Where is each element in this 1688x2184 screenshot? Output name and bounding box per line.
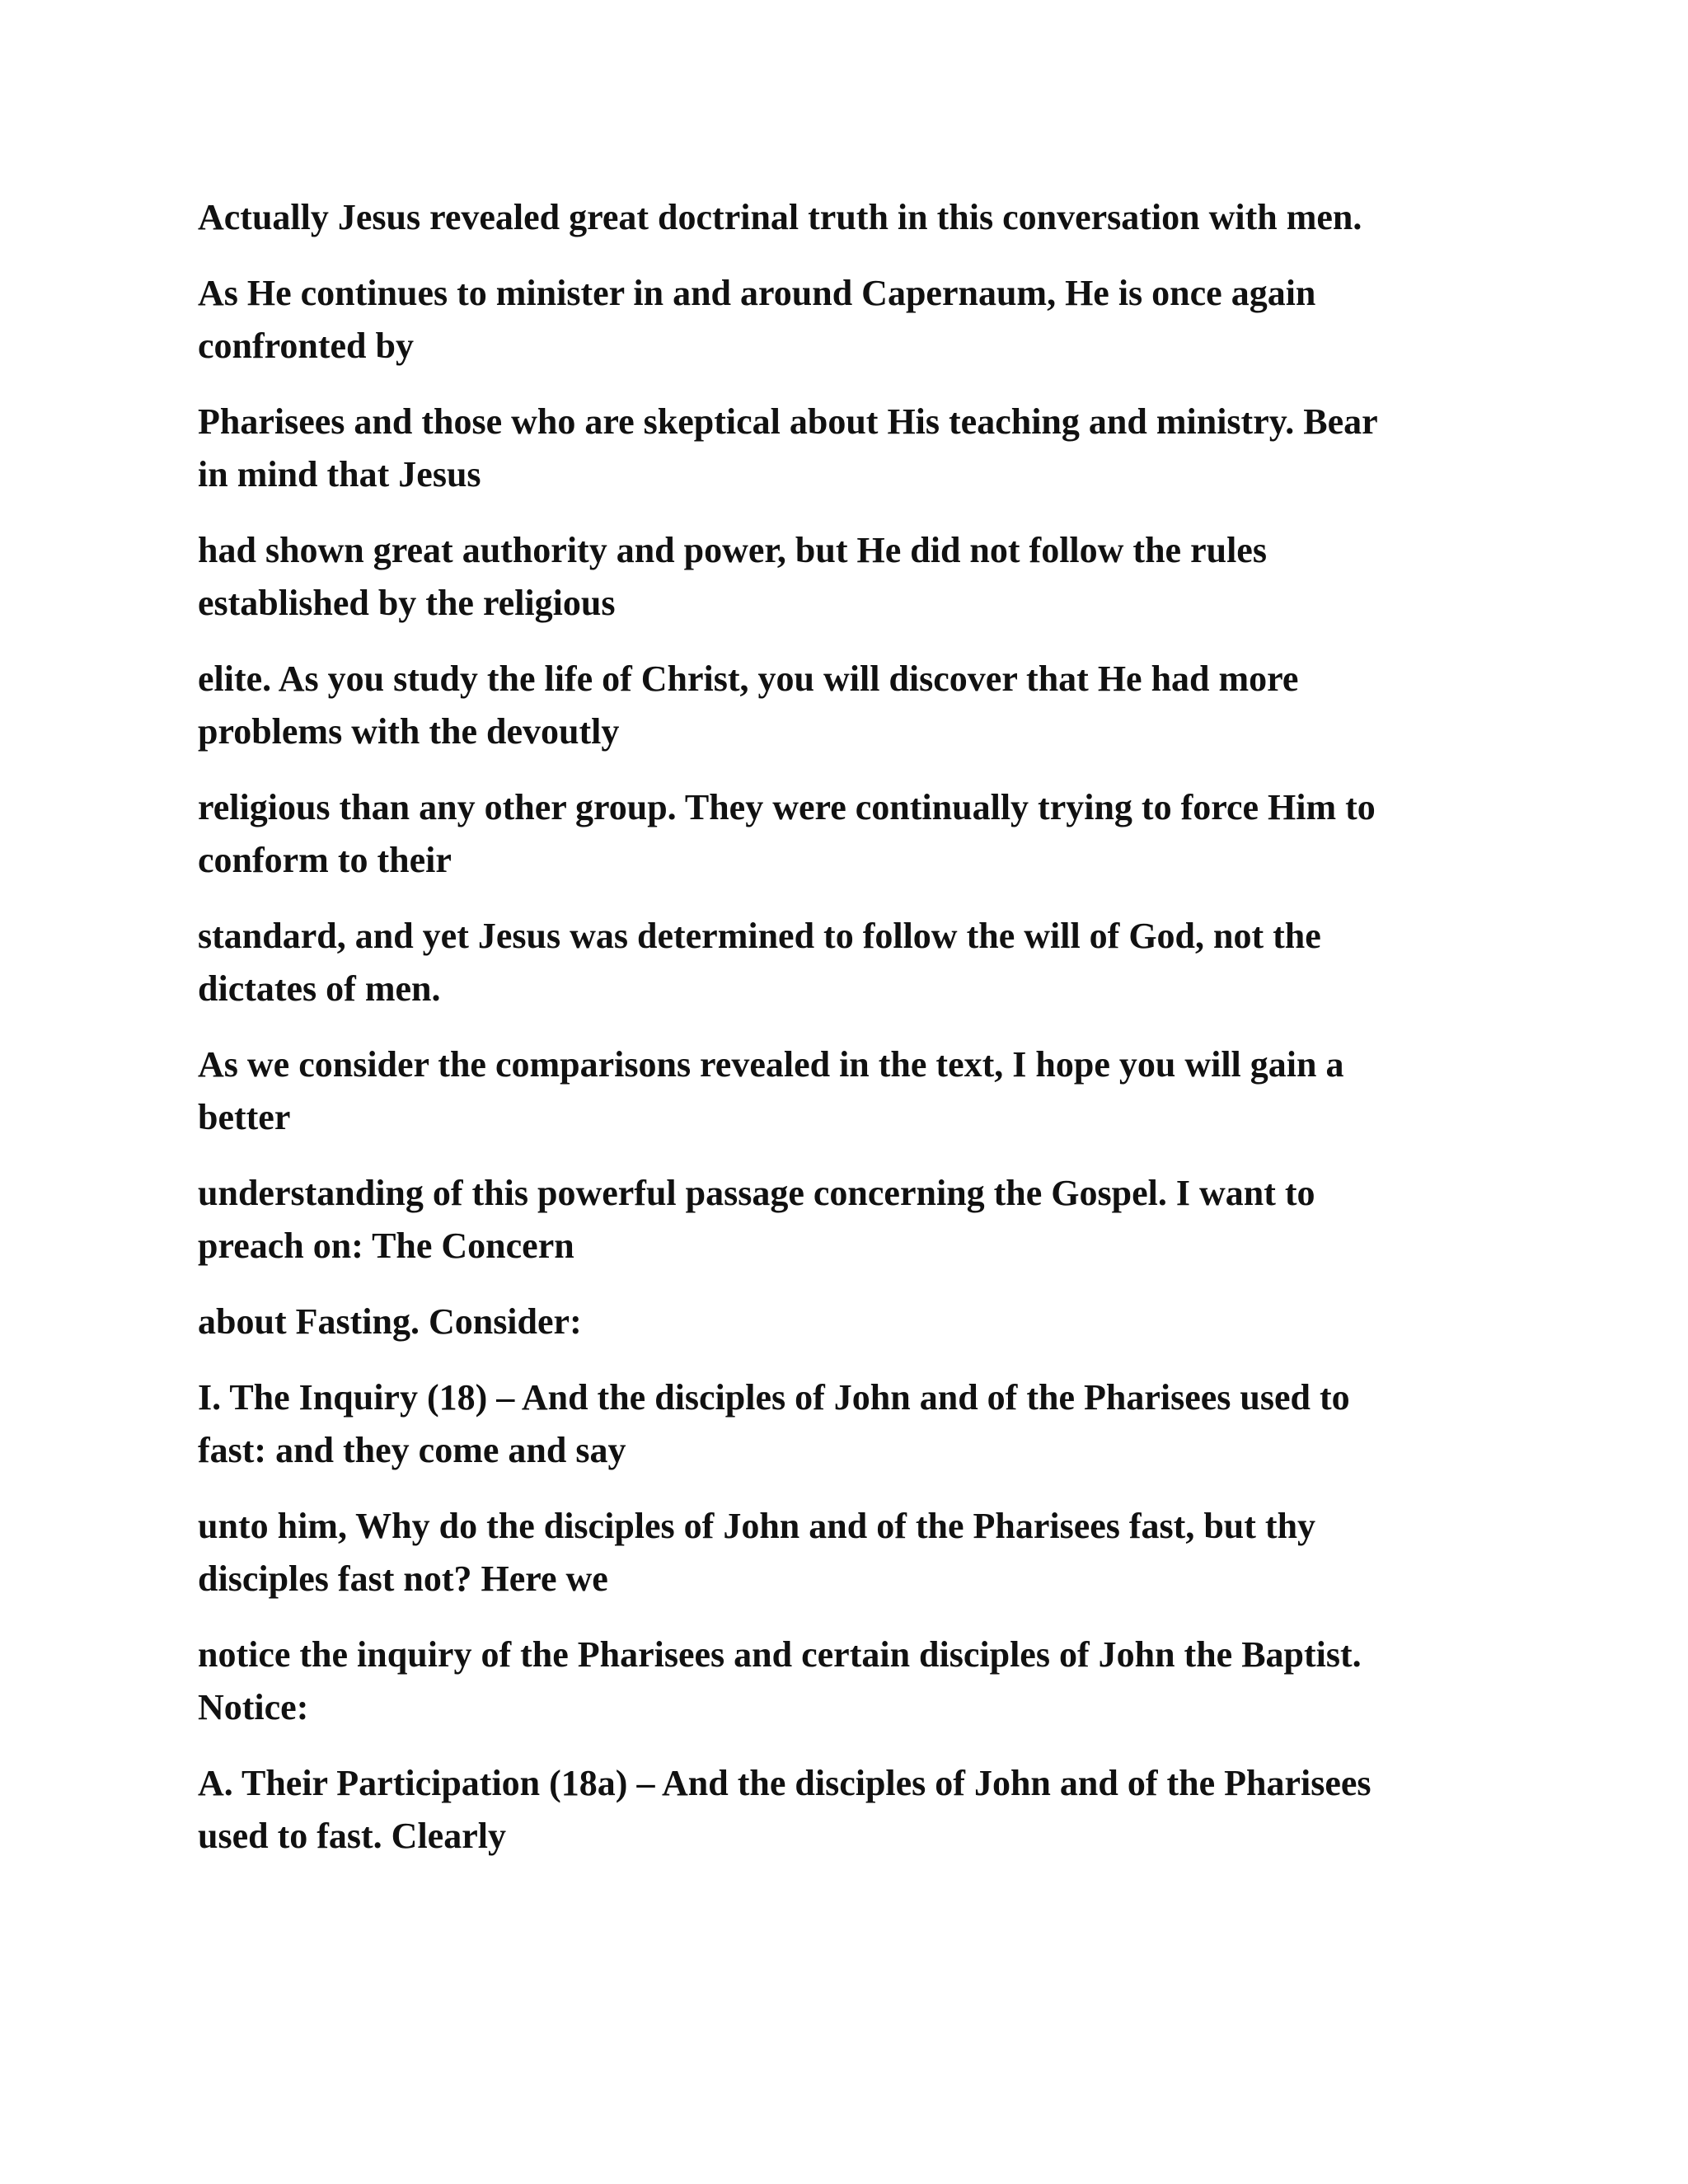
text-line: A. Their Participation (18a) – And the disciples of John and of the Pharisees (198, 1763, 1372, 1803)
paragraph-14 (198, 1757, 1484, 1863)
paragraph-13 (198, 1629, 1484, 1734)
text-line: used to fast. Clearly (198, 1816, 506, 1856)
text-line: better (198, 1097, 291, 1137)
text-line: fast: and they come and say (198, 1430, 626, 1470)
text-line: Actually Jesus revealed great doctrinal truth in this conversation with men. (198, 197, 1362, 237)
paragraph-9 (198, 1167, 1484, 1272)
paragraph-7 (198, 910, 1484, 1015)
text-line: established by the religious (198, 583, 616, 623)
text-line: conform to their (198, 840, 452, 880)
text-line: preach on: The Concern (198, 1226, 574, 1266)
text-line: I. The Inquiry (18) – And the disciples of John and of the Pharisees used to (198, 1377, 1350, 1418)
text-line: elite. As you study the life of Christ, you will discover that He had more (198, 658, 1299, 699)
paragraph-11 (198, 1371, 1484, 1477)
text-line: religious than any other group. They were continually trying to force Him to (198, 787, 1376, 827)
text-line: disciples fast not? Here we (198, 1558, 608, 1599)
text-line: about Fasting. Consider: (198, 1301, 582, 1342)
paragraph-5 (198, 653, 1484, 758)
text-line: Pharisees and those who are skeptical about His teaching and ministry. Bear (198, 401, 1378, 442)
text-line: confronted by (198, 326, 414, 366)
text-line: As we consider the comparisons revealed in the text, I hope you will gain a (198, 1044, 1344, 1085)
document-body (198, 191, 1484, 1886)
text-line: dictates of men. (198, 968, 441, 1009)
text-line: problems with the devoutly (198, 711, 620, 752)
paragraph-1 (198, 191, 1484, 244)
paragraph-10 (198, 1296, 1484, 1348)
text-line: unto him, Why do the disciples of John and of the Pharisees fast, but thy (198, 1506, 1316, 1546)
text-line: standard, and yet Jesus was determined to follow the will of God, not the (198, 916, 1321, 956)
text-line: understanding of this powerful passage concerning the Gospel. I want to (198, 1173, 1315, 1213)
paragraph-3 (198, 396, 1484, 501)
paragraph-2 (198, 267, 1484, 373)
text-line: As He continues to minister in and around Capernaum, He is once again (198, 273, 1316, 313)
paragraph-6 (198, 781, 1484, 887)
paragraph-12 (198, 1500, 1484, 1605)
text-line: notice the inquiry of the Pharisees and certain disciples of John the Baptist. (198, 1634, 1362, 1675)
paragraph-8 (198, 1038, 1484, 1144)
paragraph-4 (198, 524, 1484, 630)
text-line: in mind that Jesus (198, 454, 481, 494)
text-line: Notice: (198, 1687, 309, 1727)
text-line: had shown great authority and power, but He did not follow the rules (198, 530, 1267, 570)
